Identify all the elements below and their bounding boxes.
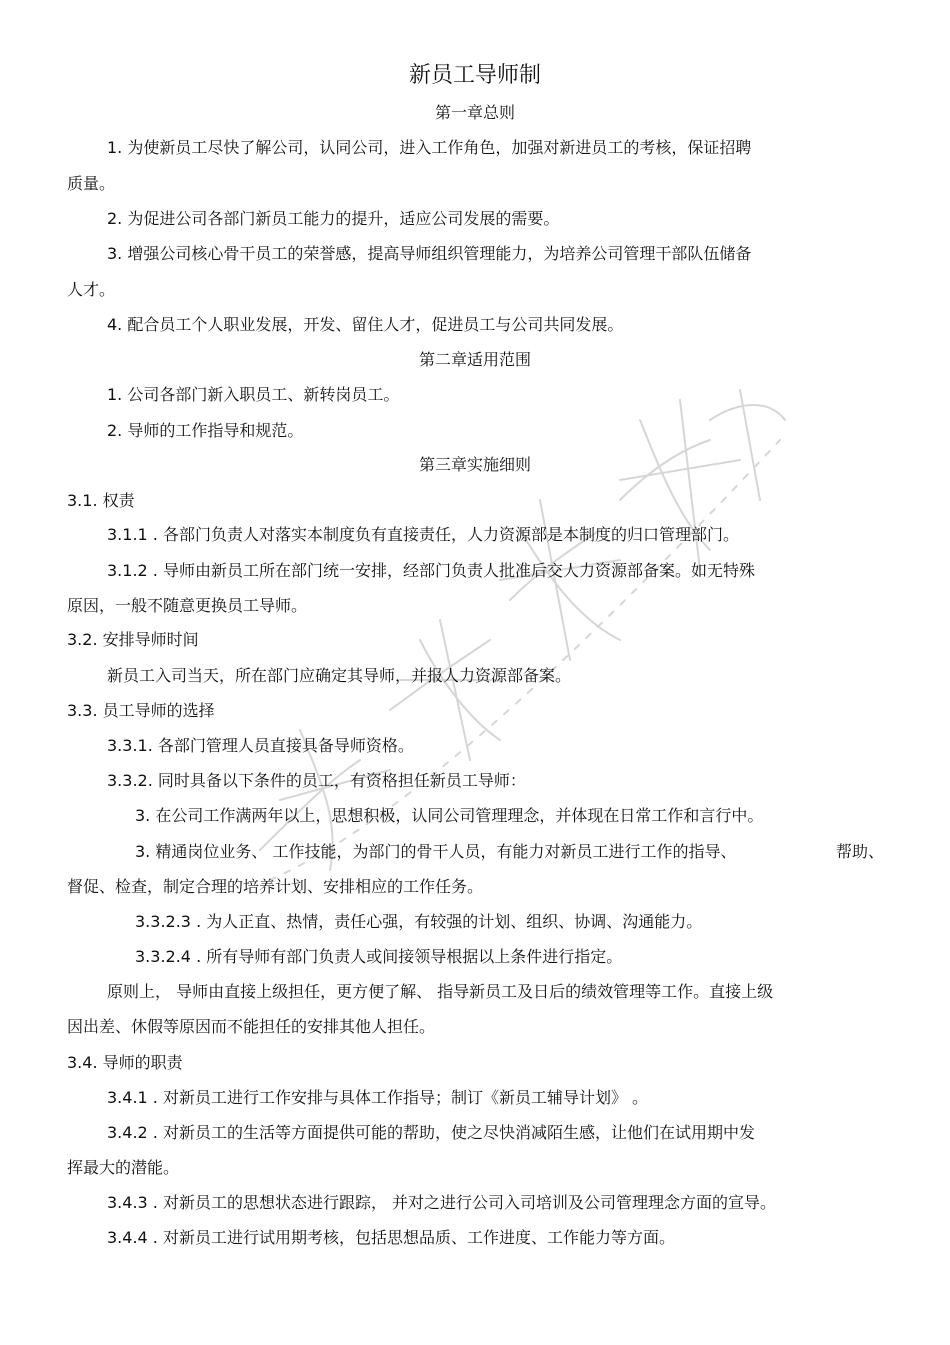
section-3-4-2-line2: 挥最大的潜能。 bbox=[67, 1158, 180, 1177]
section-3-3-2-3: 3.3.2.3 . 为人正直、热情，责任心强，有较强的计划、组织、协调、沟通能力。 bbox=[135, 912, 703, 931]
section-3-2-heading: 3.2. 安排导师时间 bbox=[67, 630, 199, 649]
ch2-item-2: 2. 导师的工作指导和规范。 bbox=[107, 421, 304, 440]
ch1-item-1-line1: 1. 为使新员工尽快了解公司，认同公司，进入工作角色，加强对新进员工的考核，保证招聘 bbox=[107, 138, 752, 157]
section-3-3-heading: 3.3. 员工导师的选择 bbox=[67, 701, 215, 720]
chapter-3-heading: 第三章实施细则 bbox=[418, 455, 531, 474]
section-3-1-2-line1: 3.1.2 . 导师由新员工所在部门统一安排，经部门负责人批准后交人力资源部备案。如无特殊 bbox=[107, 561, 755, 580]
section-3-4-3: 3.4.3 . 对新员工的思想状态进行跟踪， 并对之进行公司入司培训及公司管理理念方面的宣导。 bbox=[107, 1193, 777, 1212]
section-3-4-4: 3.4.4 . 对新员工进行试用期考核，包括思想品质、工作进度、工作能力等方面。 bbox=[107, 1228, 675, 1247]
section-3-3-1: 3.3.1. 各部门管理人员直接具备导师资格。 bbox=[107, 736, 414, 755]
ch2-item-1: 1. 公司各部门新入职员工、新转岗员工。 bbox=[107, 385, 400, 404]
section-3-3-2-item-1: 3. 在公司工作满两年以上，思想积极，认同公司管理理念，并体现在日常工作和言行中。 bbox=[135, 806, 764, 825]
section-3-3-2-item-2-line1-end: 帮助、 bbox=[836, 842, 885, 861]
chapter-2-heading: 第二章适用范围 bbox=[418, 350, 531, 369]
principle-line1: 原则上， 导师由直接上级担任，更方便了解、 指导新员工及日后的绩效管理等工作。直接上级 bbox=[107, 982, 774, 1001]
ch1-item-4: 4. 配合员工个人职业发展，开发、留住人才，促进员工与公司共同发展。 bbox=[107, 315, 624, 334]
section-3-4-heading: 3.4. 导师的职责 bbox=[67, 1053, 183, 1072]
section-3-2-body: 新员工入司当天，所在部门应确定其导师，并报人力资源部备案。 bbox=[107, 666, 572, 685]
chapter-1-heading: 第一章总则 bbox=[434, 103, 515, 122]
section-3-1-1: 3.1.1 . 各部门负责人对落实本制度负有直接责任，人力资源部是本制度的归口管理部门。 bbox=[107, 525, 739, 544]
section-3-1-heading: 3.1. 权责 bbox=[67, 491, 135, 510]
section-3-4-1: 3.4.1 . 对新员工进行工作安排与具体工作指导；制订《新员工辅导计划》 。 bbox=[107, 1088, 649, 1107]
ch1-item-1-line2: 质量。 bbox=[67, 174, 116, 193]
section-3-3-2: 3.3.2. 同时具备以下条件的员工，有资格担任新员工导师： bbox=[107, 771, 526, 790]
document-title: 新员工导师制 bbox=[408, 63, 541, 88]
ch1-item-3-line2: 人才。 bbox=[67, 280, 116, 299]
section-3-1-2-line2: 原因，一般不随意更换员工导师。 bbox=[67, 596, 308, 615]
ch1-item-2: 2. 为促进公司各部门新员工能力的提升，适应公司发展的需要。 bbox=[107, 209, 560, 228]
section-3-3-2-item-2-line2: 督促、检查，制定合理的培养计划、安排相应的工作任务。 bbox=[67, 877, 484, 896]
ch1-item-3-line1: 3. 增强公司核心骨干员工的荣誉感，提高导师组织管理能力，为培养公司管理干部队伍储备 bbox=[107, 244, 752, 263]
principle-line2: 因出差、休假等原因而不能担任的安排其他人担任。 bbox=[67, 1017, 436, 1036]
section-3-4-2-line1: 3.4.2 . 对新员工的生活等方面提供可能的帮助，使之尽快消减陌生感，让他们在试用期中发 bbox=[107, 1123, 755, 1142]
section-3-3-2-item-2-line1: 3. 精通岗位业务、 工作技能，为部门的骨干人员，有能力对新员工进行工作的指导、 bbox=[135, 842, 737, 861]
section-3-3-2-4: 3.3.2.4 . 所有导师有部门负责人或间接领导根据以上条件进行指定。 bbox=[135, 947, 623, 966]
